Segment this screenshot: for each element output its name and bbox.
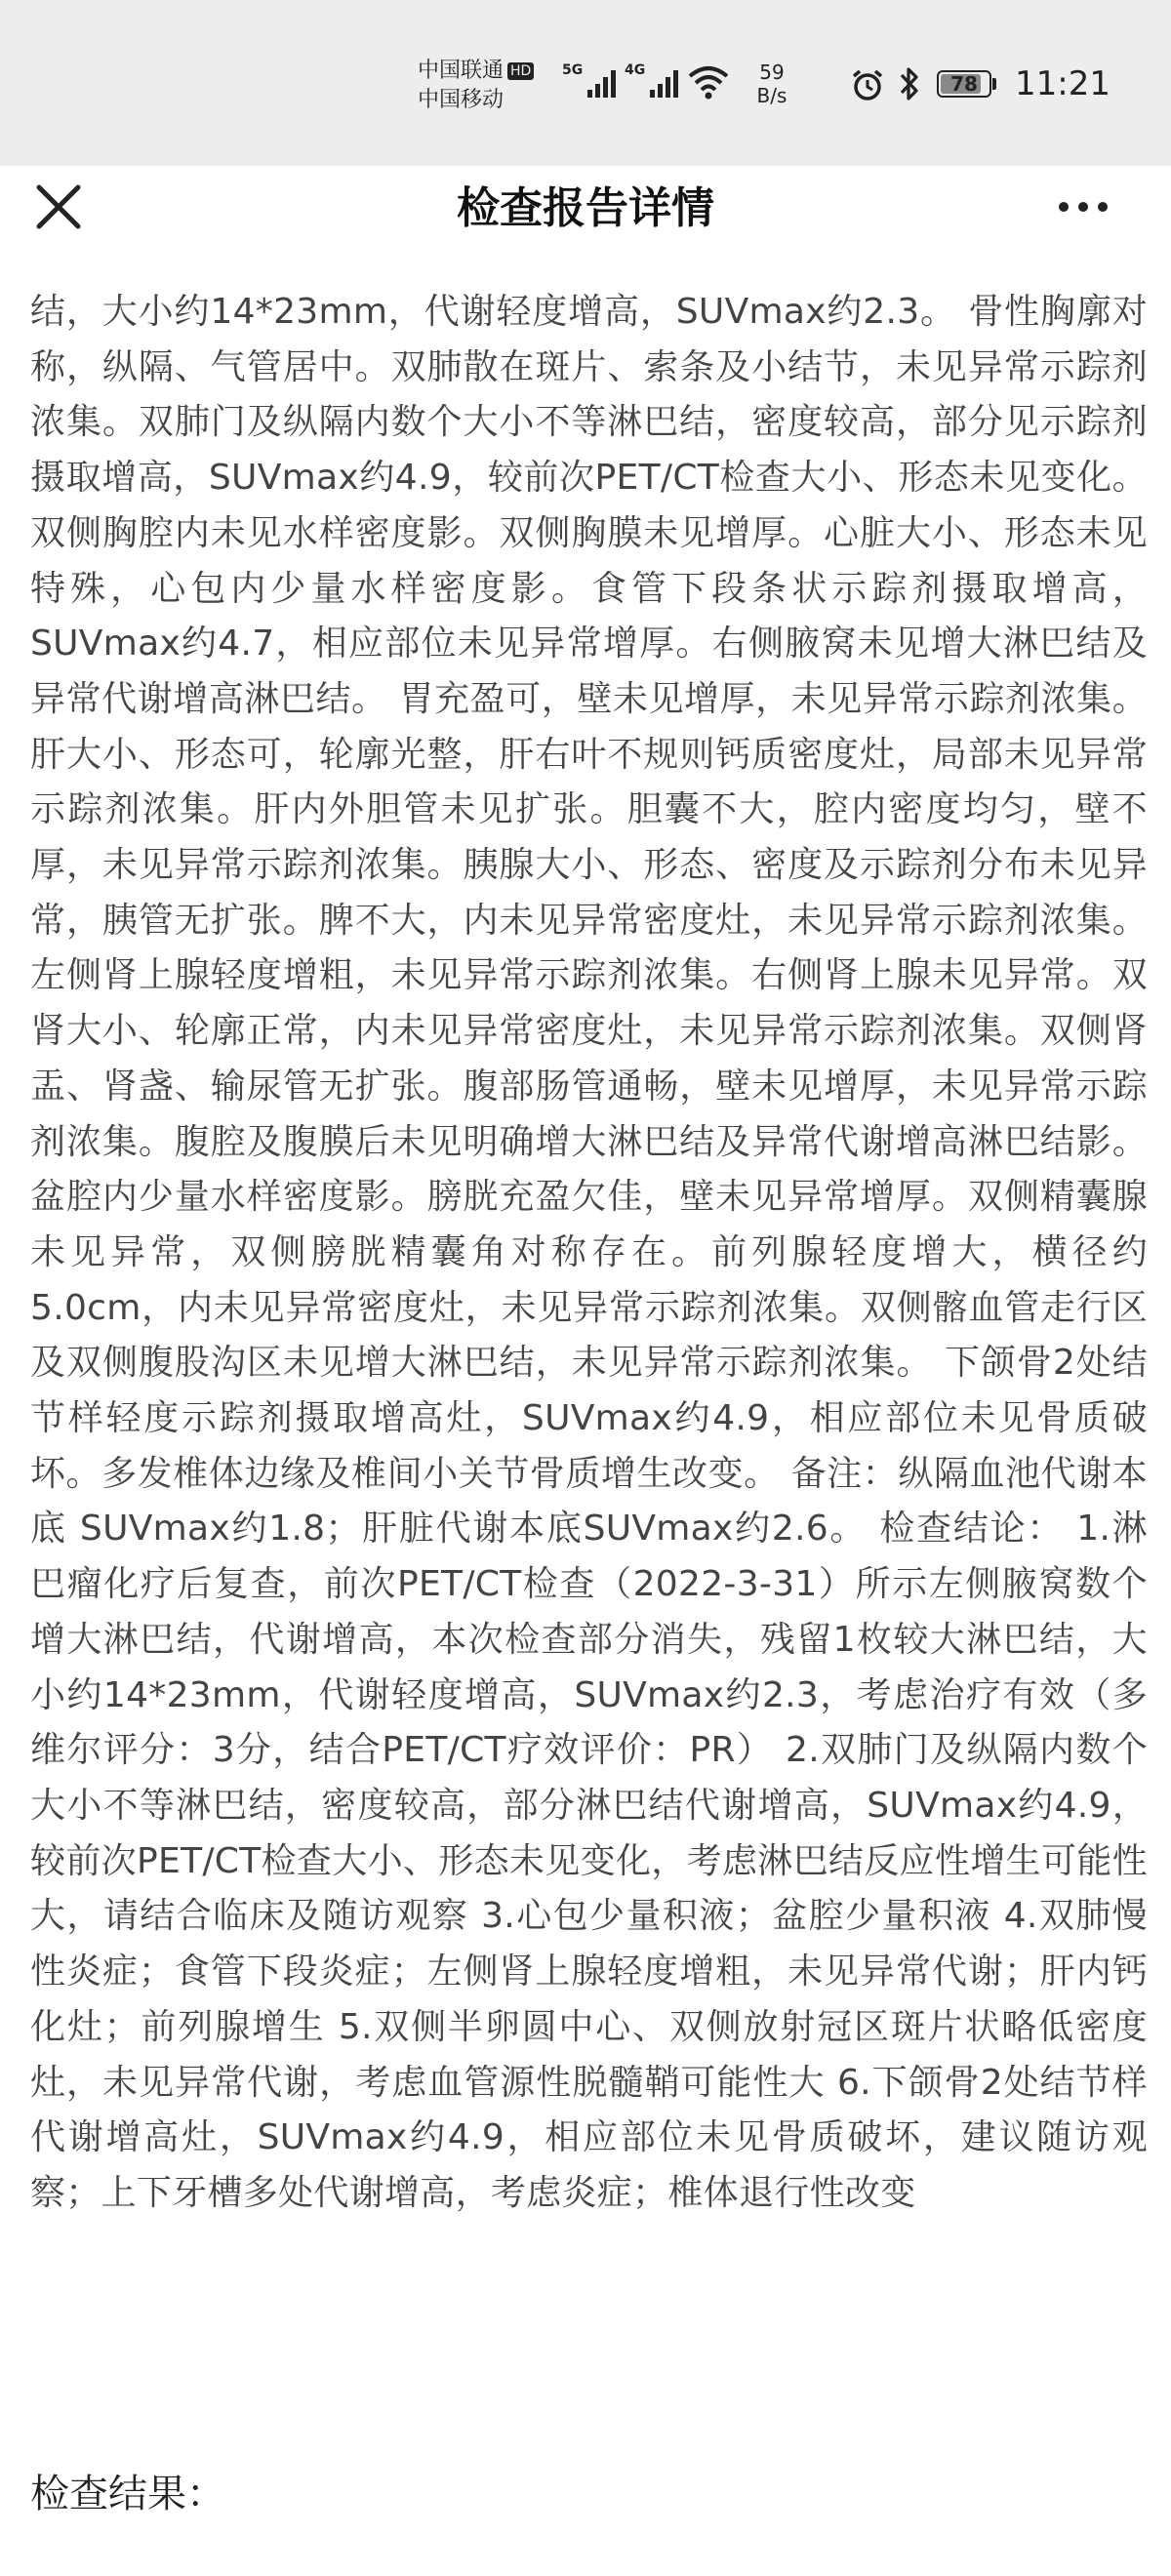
alarm-icon (851, 68, 884, 101)
wifi-icon (688, 62, 729, 101)
page-title: 检查报告详情 (457, 183, 714, 233)
carrier-1: 中国联通 (418, 59, 505, 83)
hd-badge: HD (507, 62, 534, 80)
carrier-info (418, 57, 534, 115)
carrier-2: 中国移动 (418, 88, 505, 112)
bluetooth-icon (898, 64, 921, 103)
more-icon[interactable] (1054, 187, 1112, 226)
signal-4g-label: 4G (625, 62, 646, 78)
net-speed-value: 59 (759, 60, 785, 84)
net-speed (747, 60, 796, 107)
result-heading: 检查结果： (30, 2472, 225, 2516)
report-description: 结，大小约14*23mm，代谢轻度增高，SUVmax约2.3。 骨性胸廓对称，纵隔、气管居中。双肺散在斑片、索条及小结节，未见异常示踪剂浓集。双肺门及纵隔内数个大小不等淋巴结，密度较高，部分见示踪剂摄取增高，SUVmax约4.9，较前次PET/CT检查大小、形态未见变化。双侧胸腔内未见水样密度影。双侧胸膜未见增厚。心脏大小、形态未见特殊，心包内少量水样密度影。食管下段条状示踪剂摄取增高，SUVmax约4.7，相应部位未见异常增厚。右侧腋窝未见增大淋巴结及异常代谢增高淋巴结。 胃充盈可，壁未见增厚，未见异常示踪剂浓集。肝大小、形态可，轮廓光整，肝右叶不规则钙质密度灶，局部未见异常示踪剂浓集。肝内外胆管未见扩张。胆囊不大，腔内密度均匀，壁不厚，未见异常示踪剂浓集。胰腺大小、形态、密度及示踪剂分布未见异常，胰管无扩张。脾不大，内未见异常密度灶，未见异常示踪剂浓集。左侧肾上腺轻度增粗，未见异常示踪剂浓集。右侧肾上腺未见异常。双肾大小、轮廓正常，内未见异常密度灶，未见异常示踪剂浓集。双侧肾盂、肾盏、输尿管无扩张。腹部肠管通畅，壁未见增厚，未见异常示踪剂浓集。腹腔及腹膜后未见明确增大淋巴结及异常代谢增高淋巴结影。 盆腔内少量水样密度影。膀胱充盈欠佳，壁未见异常增厚。双侧精囊腺未见异常，双侧膀胱精囊角对称存在。前列腺轻度增大，横径约5.0cm，内未见异常密度灶，未见异常示踪剂浓集。双侧髂血管走行区及双侧腹股沟区未见增大淋巴结，未见异常示踪剂浓集。 下颌骨2处结节样轻度示踪剂摄取增高灶，SUVmax约4.9，相应部位未见骨质破坏。多发椎体边缘及椎间小关节骨质增生改变。 备注：纵隔血池代谢本底 SUVmax约1.8；肝脏代谢本底SUVmax约2.6。 检查结论： 1.淋巴瘤化疗后复查，前次PET/CT检查（2022-3-31）所示左侧腋窝数个增大淋巴结，代谢增高，本次检查部分消失，残留1枚较大淋巴结，大小约14*23mm，代谢轻度增高，SUVmax约2.3，考虑治疗有效（多维尔评分：3分，结合PET/CT疗效评价：PR） 2.双肺门及纵隔内数个大小不等淋巴结，密度较高，部分淋巴结代谢增高，SUVmax约4.9，较前次PET/CT检查大小、形态未见变化，考虑淋巴结反应性增生可能性大，请结合临床及随访观察 3.心包少量积液；盆腔少量积液 4.双肺慢性炎症；食管下段炎症；左侧肾上腺轻度增粗，未见异常代谢；肝内钙化灶；前列腺增生 5.双侧半卵圆中心、双侧放射冠区斑片状略低密度灶，未见异常代谢，考虑血管源性脱髓鞘可能性大 6.下颌骨2处结节样代谢增高灶，SUVmax约4.9，相应部位未见骨质破坏，建议随访观察；上下牙槽多处代谢增高，考虑炎症；椎体退行性改变 (30, 292, 1159, 2213)
battery-icon (937, 70, 991, 98)
status-time: 11:21 (1015, 64, 1110, 103)
status-bar (0, 0, 1171, 233)
signal-5g-label: 5G (562, 62, 584, 78)
battery-cap (992, 78, 996, 90)
battery-level: 78 (950, 72, 978, 96)
net-speed-unit: B/s (756, 84, 787, 107)
